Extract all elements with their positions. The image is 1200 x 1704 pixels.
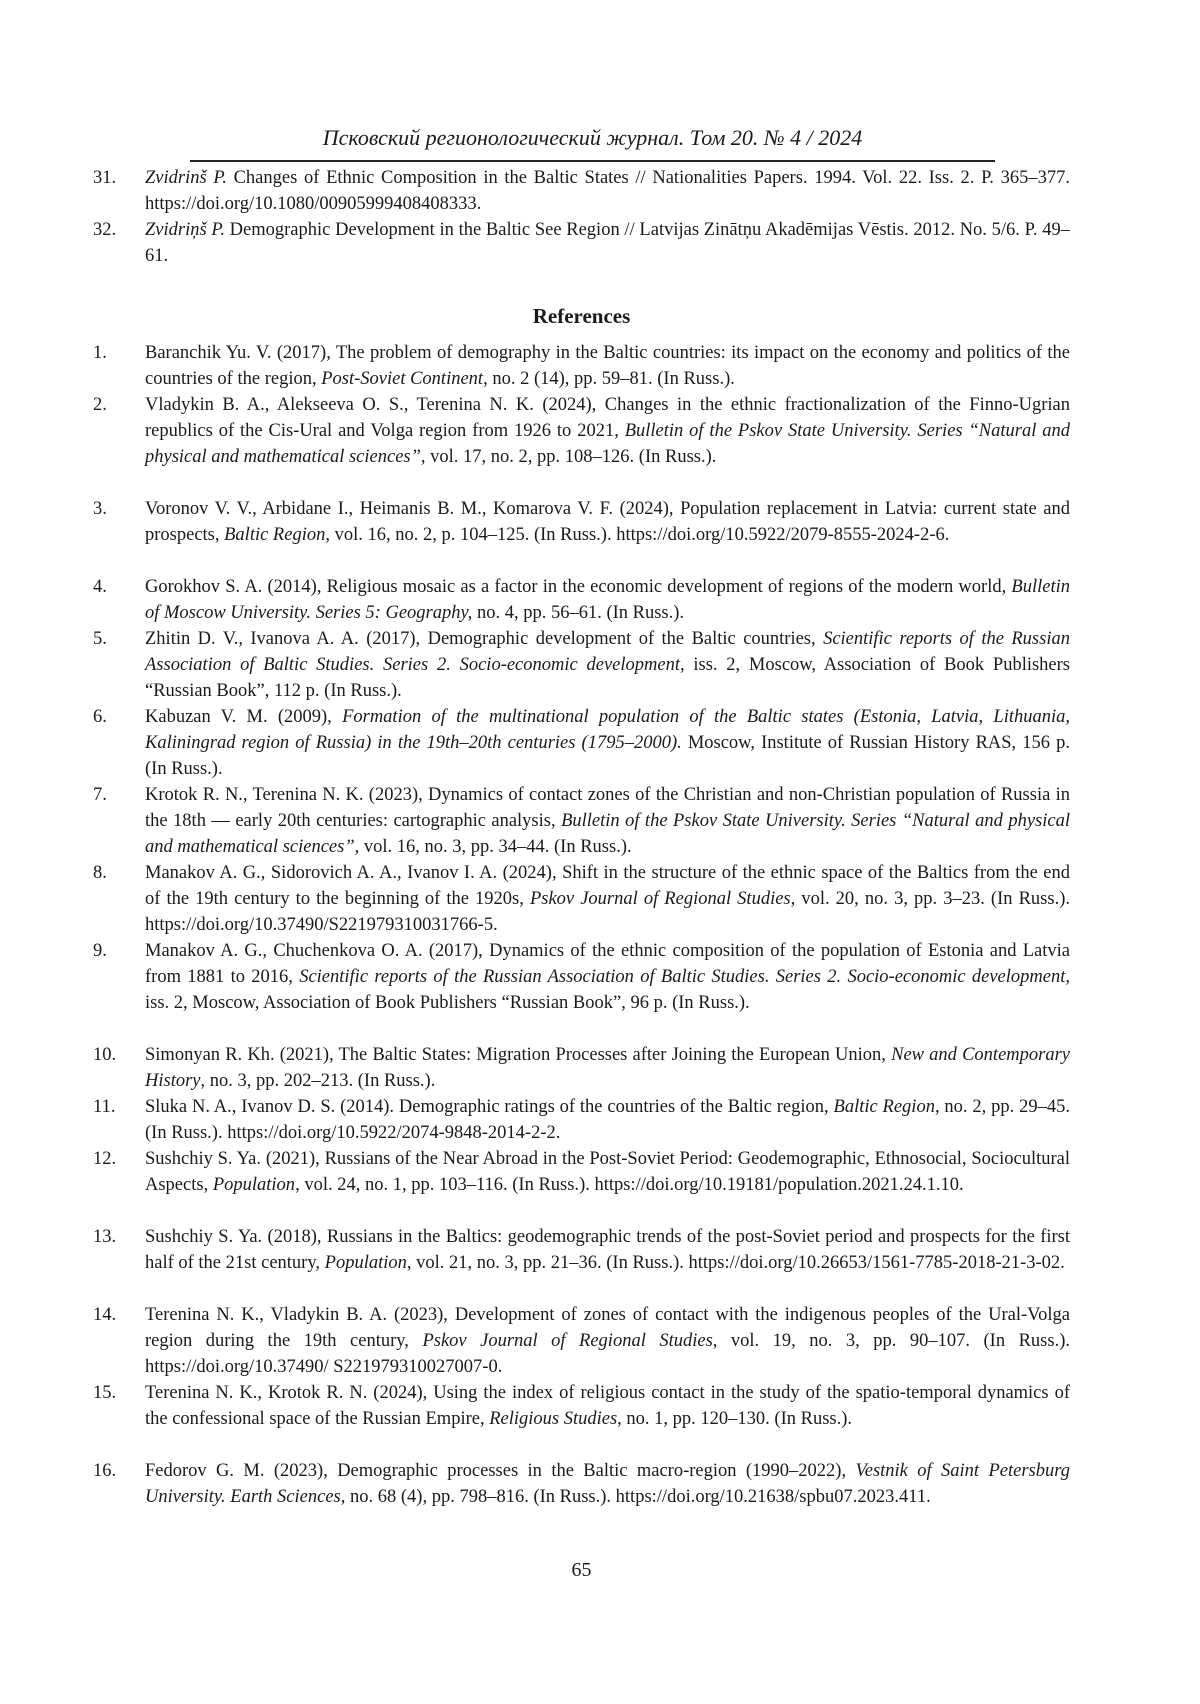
reference-text: Simonyan R. Kh. (2021), The Baltic States: Migration Processes after Joining the European Union, New and Contemporary History, no. 3, pp. 202–213. (In Russ.). <box>145 1045 1070 1091</box>
reference-number: 4. <box>93 577 107 597</box>
reference-item-11 <box>93 1095 1070 1147</box>
reference-number: 7. <box>93 785 107 805</box>
reference-item-6 <box>93 705 1070 783</box>
reference-text: Sluka N. A., Ivanov D. S. (2014). Demographic ratings of the countries of the Baltic region, Baltic Region, no. 2, pp. 29–45. (In Russ.). https://doi.org/10.5922/2074-9848-2014-2-2. <box>145 1097 1070 1143</box>
reference-number: 31. <box>93 168 117 188</box>
reference-text: Terenina N. K., Vladykin B. A. (2023), Development of zones of contact with the indigenous peoples of the Ural-Volga region during the 19th century, Pskov Journal of Regional Studies, vol. 19, no. 3, pp. 90–107. (In Russ.). https://doi.org/10.37490/ S221979310027007-0. <box>145 1305 1070 1377</box>
reference-text: Baranchik Yu. V. (2017), The problem of demography in the Baltic countries: its impact on the economy and politics of the countries of the region, Post-Soviet Continent, no. 2 (14), pp. 59–81. (In Russ.). <box>145 343 1070 389</box>
reference-text: Fedorov G. M. (2023), Demographic processes in the Baltic macro-region (1990–2022), Vestnik of Saint Petersburg University. Earth Sciences, no. 68 (4), pp. 798–816. (In Russ.). https://doi.org/10.21638/spbu07.2023.411. <box>145 1461 1070 1507</box>
reference-details: Demographic Development in the Baltic See Region // Latvijas Zinātņu Akadēmijas Vēstis. 2012. No. 5/6. P. 49–61. <box>145 220 1070 266</box>
reference-item-32 <box>93 218 1070 270</box>
reference-number: 14. <box>93 1305 117 1325</box>
reference-item-10 <box>93 1043 1070 1095</box>
reference-number: 3. <box>93 499 107 519</box>
reference-text: Gorokhov S. A. (2014), Religious mosaic as a factor in the economic development of regions of the modern world, Bulletin of Moscow University. Series 5: Geography, no. 4, pp. 56–61. (In Russ.). <box>145 577 1070 623</box>
reference-item-4 <box>93 575 1070 627</box>
reference-item-9 <box>93 939 1070 1017</box>
reference-text: Manakov A. G., Chuchenkova O. A. (2017), Dynamics of the ethnic composition of the population of Estonia and Latvia from 1881 to 2016, Scientific reports of the Russian Association of Baltic Studies. Series 2. Socio-economic development, iss. 2, Moscow, Association of Book Publishers “Russian Book”, 96 p. (In Russ.). <box>145 941 1070 1013</box>
reference-text: Manakov A. G., Sidorovich A. A., Ivanov I. A. (2024), Shift in the structure of the ethnic space of the Baltics from the end of the 19th century to the beginning of the 1920s, Pskov Journal of Regional Studies, vol. 20, no. 3, pp. 3–23. (In Russ.). https://doi.org/10.37490/S221979310031766-5. <box>145 863 1070 935</box>
reference-author: Zvidriņš P. <box>145 220 225 240</box>
page-number: 65 <box>571 1559 592 1581</box>
reference-number: 32. <box>93 220 117 240</box>
reference-text: Krotok R. N., Terenina N. K. (2023), Dynamics of contact zones of the Christian and non-Christian population of Russia in the 18th — early 20th centuries: cartographic analysis, Bulletin of the Pskov State University. Series “Natural and physical and mathematical sciences”, vol. 16, no. 3, pp. 34–44. (In Russ.). <box>145 785 1070 857</box>
reference-text: Kabuzan V. M. (2009), Formation of the multinational population of the Baltic states (Estonia, Latvia, Lithuania, Kaliningrad region of Russia) in the 19th–20th centuries (1795–2000). Moscow, Institute of Russian History RAS, 156 p. (In Russ.). <box>145 707 1070 779</box>
reference-details: Changes of Ethnic Composition in the Baltic States // Nationalities Papers. 1994. Vol. 22. Iss. 2. P. 365–377. https://doi.org/10.1080/00905999408408333. <box>145 168 1070 214</box>
reference-item-31 <box>93 166 1070 218</box>
reference-item-14 <box>93 1303 1070 1381</box>
journal-title: Псковский регионологический журнал. Том 20. № 4 / 2024 <box>322 125 863 150</box>
reference-item-7 <box>93 783 1070 861</box>
reference-text: Sushchiy S. Ya. (2018), Russians in the Baltics: geodemographic trends of the post-Soviet period and prospects for the first half of the 21st century, Population, vol. 21, no. 3, pp. 21–36. (In Russ.). https://doi.org/10.26653/1561-7785-2018-21-3-02. <box>145 1227 1070 1273</box>
reference-number: 5. <box>93 629 107 649</box>
reference-number: 1. <box>93 343 107 363</box>
reference-item-8 <box>93 861 1070 939</box>
reference-item-1 <box>93 341 1070 393</box>
reference-item-15 <box>93 1381 1070 1433</box>
reference-number: 2. <box>93 395 107 415</box>
reference-text <box>145 166 1070 218</box>
reference-item-12 <box>93 1147 1070 1199</box>
reference-number: 16. <box>93 1461 117 1481</box>
reference-item-2 <box>93 393 1070 471</box>
reference-text <box>145 218 1070 270</box>
reference-number: 15. <box>93 1383 117 1403</box>
reference-text: Terenina N. K., Krotok R. N. (2024), Using the index of religious contact in the study of the spatio-temporal dynamics of the confessional space of the Russian Empire, Religious Studies, no. 1, pp. 120–130. (In Russ.). <box>145 1383 1070 1429</box>
reference-author: Zvidrinš P. <box>145 168 227 188</box>
reference-item-5 <box>93 627 1070 705</box>
reference-number: 9. <box>93 941 107 961</box>
reference-number: 8. <box>93 863 107 883</box>
reference-text: Zhitin D. V., Ivanova A. A. (2017), Demographic development of the Baltic countries, Scientific reports of the Russian Association of Baltic Studies. Series 2. Socio-economic development, iss. 2, Moscow, Association of Book Publishers “Russian Book”, 112 p. (In Russ.). <box>145 629 1071 701</box>
reference-number: 10. <box>93 1045 117 1065</box>
reference-number: 11. <box>93 1097 116 1117</box>
references-heading: References <box>532 304 631 328</box>
reference-number: 6. <box>93 707 107 727</box>
reference-number: 13. <box>93 1227 117 1247</box>
reference-item-16 <box>93 1459 1070 1511</box>
reference-item-13 <box>93 1225 1070 1277</box>
reference-item-3 <box>93 497 1070 549</box>
reference-text: Sushchiy S. Ya. (2021), Russians of the Near Abroad in the Post-Soviet Period: Geodemographic, Ethnosocial, Sociocultural Aspects, Population, vol. 24, no. 1, pp. 103–116. (In Russ.). https://doi.org/10.19181/population.2021.24.1.10. <box>145 1149 1070 1195</box>
reference-number: 12. <box>93 1149 117 1169</box>
reference-text: Voronov V. V., Arbidane I., Heimanis B. M., Komarova V. F. (2024), Population replacement in Latvia: current state and prospects, Baltic Region, vol. 16, no. 2, p. 104–125. (In Russ.). https://doi.org/10.5922/2079-8555-2024-2-6. <box>145 499 1070 545</box>
reference-text: Vladykin B. A., Alekseeva O. S., Terenina N. K. (2024), Changes in the ethnic fractionalization of the Finno-Ugrian republics of the Cis-Ural and Volga region from 1926 to 2021, Bulletin of the Pskov State University. Series “Natural and physical and mathematical sciences”, vol. 17, no. 2, pp. 108–126. (In Russ.). <box>145 395 1070 467</box>
running-header <box>190 124 995 162</box>
